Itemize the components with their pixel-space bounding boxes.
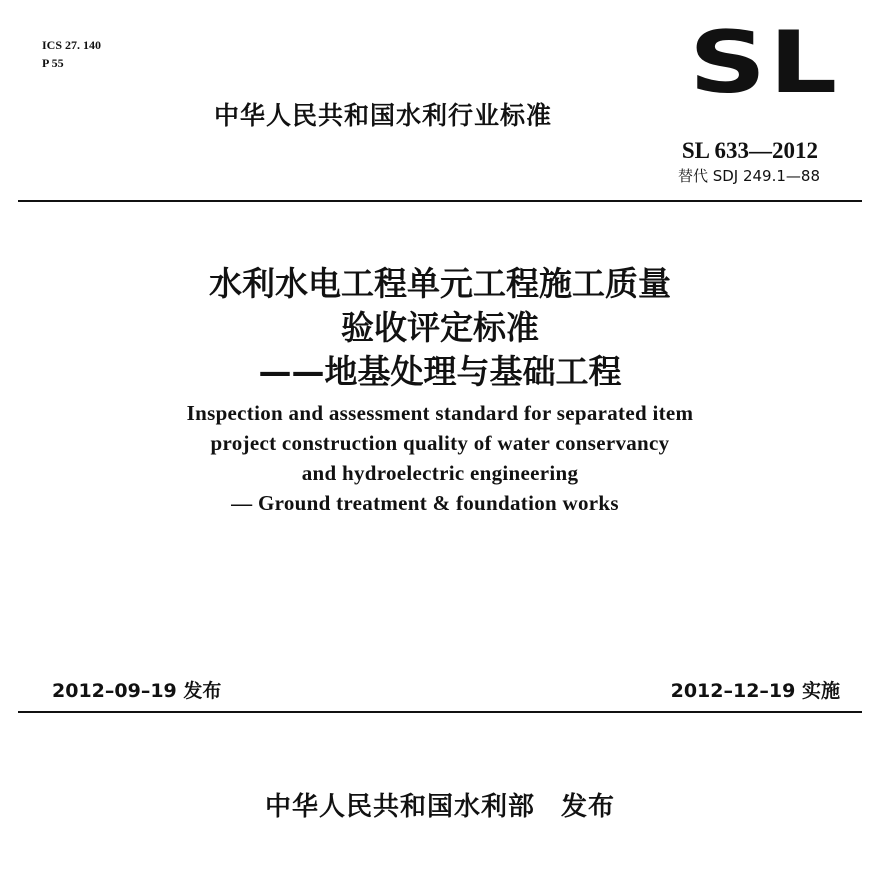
publish-action: 发布 xyxy=(561,792,616,822)
ics-block xyxy=(42,36,101,72)
chinese-title xyxy=(0,262,880,394)
organization-title: 中华人民共和国水利行业标准 xyxy=(214,101,553,130)
bottom-divider xyxy=(18,711,862,713)
english-title-line-1: Inspection and assessment standard for separated item xyxy=(186,401,694,425)
chinese-title-line-3: ——地基处理与基础工程 xyxy=(258,352,622,391)
chinese-title-line-2: 验收评定标准 xyxy=(341,308,539,347)
english-title xyxy=(0,398,880,518)
publisher-name: 中华人民共和国水利部 xyxy=(264,792,535,822)
english-title-line-2: project construction quality of water conservancy xyxy=(210,431,670,455)
replaces-note: 替代 SDJ 249.1—88 xyxy=(677,167,820,185)
sl-logo: SL xyxy=(689,13,840,113)
publisher-line xyxy=(0,786,880,823)
classification-code: P 55 xyxy=(42,56,64,70)
issue-date: 2012–09–19 发布 xyxy=(52,680,222,702)
standard-code: SL 633—2012 xyxy=(681,138,818,163)
english-title-line-4: — Ground treatment & foundation works xyxy=(231,491,619,515)
ics-code: ICS 27. 140 xyxy=(42,38,102,52)
chinese-title-line-1: 水利水电工程单元工程施工质量 xyxy=(209,264,671,303)
top-divider xyxy=(18,200,862,202)
implementation-date: 2012–12–19 实施 xyxy=(670,680,840,702)
english-title-line-3: and hydroelectric engineering xyxy=(301,461,579,485)
